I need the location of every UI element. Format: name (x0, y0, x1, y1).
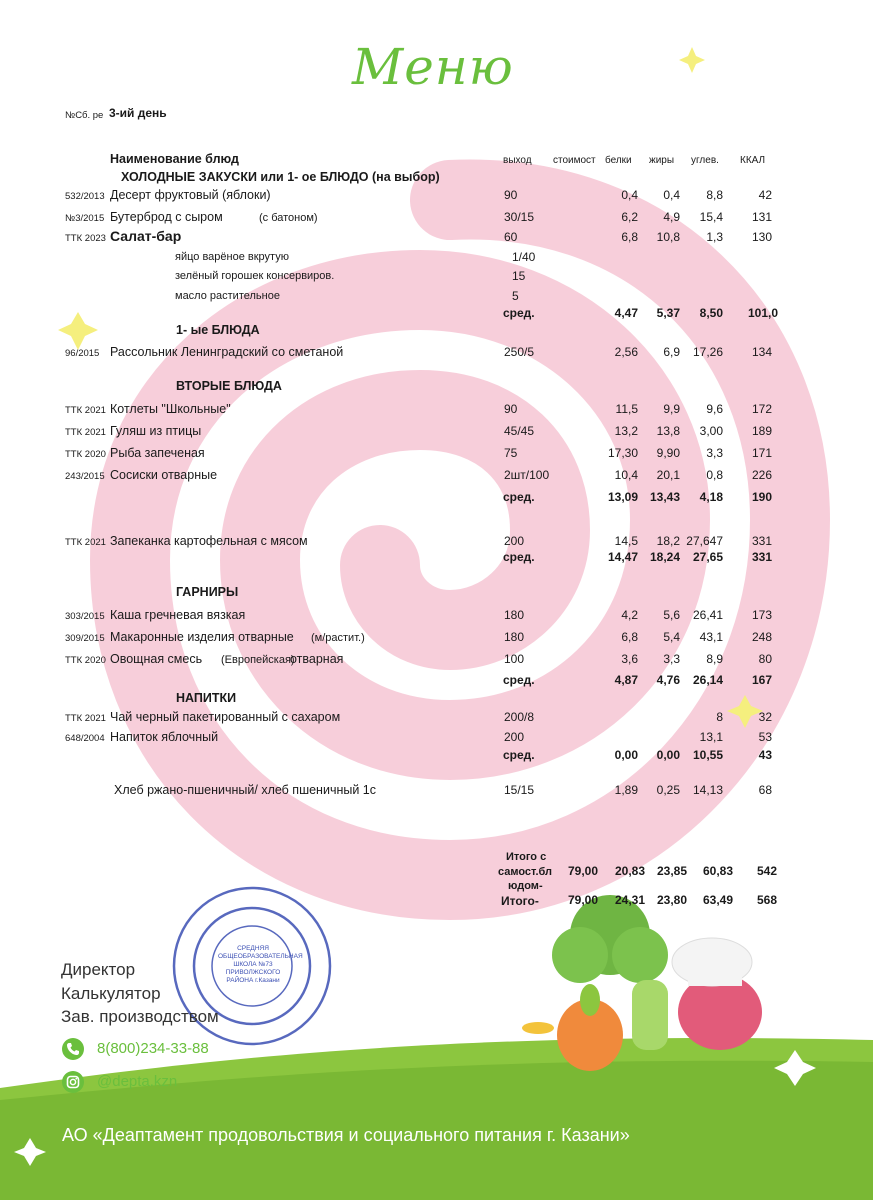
kcal-value: 32 (758, 710, 772, 724)
fat-value: 4,76 (656, 673, 680, 687)
header-carbs: углев. (691, 155, 719, 166)
kcal-value: 68 (758, 783, 772, 797)
kcal-value: 42 (758, 188, 772, 202)
kcal-value: 43 (758, 748, 772, 762)
protein-value: 4,2 (621, 608, 638, 622)
section-second: ВТОРЫЕ БЛЮДА (176, 379, 282, 393)
section-cold: ХОЛОДНЫЕ ЗАКУСКИ или 1- ое БЛЮДО (на выбор) (121, 170, 440, 184)
kcal-value: 53 (758, 730, 772, 744)
header-kcal: ККАЛ (740, 155, 766, 166)
total2-label: Итого- (501, 894, 539, 908)
fat-value: 4,9 (663, 210, 680, 224)
protein-value: 10,4 (614, 468, 638, 482)
kcal-value: 130 (751, 230, 772, 244)
carbs-value: 14,13 (692, 783, 723, 797)
fat-value: 9,9 (663, 402, 680, 416)
dish-code: 309/2015 (65, 633, 105, 644)
contact-phone[interactable]: 8(800)234-33-88 (97, 1040, 209, 1057)
protein-value: 6,2 (621, 210, 638, 224)
total1-protein: 20,83 (614, 864, 645, 878)
dish-output: 2шт/100 (504, 468, 550, 482)
dish-output: 5 (512, 289, 519, 303)
stamp-text: СРЕДНЯЯ ОБЩЕОБРАЗОВАТЕЛЬНАЯ ШКОЛА №73 ПРИВОЛЖСКОГО РАЙОНА г.Казани (218, 945, 303, 984)
fat-value: 5,6 (663, 608, 680, 622)
total1-fat: 23,85 (656, 864, 687, 878)
instagram-icon (62, 1071, 84, 1093)
total2-protein: 24,31 (614, 893, 645, 907)
ingredient-name: яйцо варёное вкрутую (175, 251, 289, 263)
carbs-value: 15,4 (699, 210, 723, 224)
carbs-value: 3,3 (706, 446, 723, 460)
dish-output: 15 (512, 269, 526, 283)
total1-carbs: 60,83 (702, 864, 733, 878)
dish-output: 15/15 (504, 783, 535, 797)
dish-name: Котлеты "Школьные" (110, 402, 231, 416)
total2-fat: 23,80 (656, 893, 687, 907)
dish-name: Напиток яблочный (110, 730, 219, 744)
protein-value: 13,2 (614, 424, 638, 438)
kcal-value: 171 (751, 446, 772, 460)
total2-kcal: 568 (756, 893, 777, 907)
carbs-value: 27,647 (686, 534, 723, 548)
dish-output: 45/45 (504, 424, 535, 438)
protein-value: 4,47 (614, 306, 638, 320)
phone-icon (62, 1038, 84, 1060)
dish-code: ТТК 2021 (65, 537, 106, 548)
carbs-value: 27,65 (692, 550, 723, 564)
dish-name: Рыба запеченая (110, 446, 205, 460)
dish-name: Хлеб ржано-пшеничный/ хлеб пшеничный 1с (114, 783, 376, 797)
dish-name: Овощная смесь (110, 652, 203, 666)
protein-value: 11,5 (615, 402, 638, 416)
dish-note: (м/растит.) (311, 632, 365, 644)
protein-value: 14,5 (614, 534, 638, 548)
protein-value: 13,09 (607, 490, 638, 504)
protein-value: 17,30 (607, 446, 638, 460)
dish-output: 200 (504, 534, 525, 548)
ingredient-name: масло растительное (175, 290, 280, 302)
dish-code: 243/2015 (65, 471, 105, 482)
dish-code: 648/2004 (65, 733, 105, 744)
kcal-value: 101,0 (747, 306, 778, 320)
dish-output: 200/8 (504, 710, 535, 724)
carbs-value: 26,41 (692, 608, 723, 622)
carbs-value: 17,26 (692, 345, 723, 359)
total1-cost: 79,00 (567, 864, 598, 878)
dish-code: 532/2013 (65, 191, 105, 202)
dish-name: Сосиски отварные (110, 468, 218, 482)
dish-output: 180 (504, 630, 525, 644)
fat-value: 5,37 (656, 306, 680, 320)
average-label: сред. (503, 490, 535, 504)
dish-note: (с батоном) (259, 212, 318, 224)
total1-label-b: самост.бл (498, 866, 553, 878)
total2-carbs: 63,49 (702, 893, 733, 907)
carbs-value: 1,3 (706, 230, 723, 244)
dish-note: (Европейская) (221, 654, 295, 666)
carbs-value: 4,18 (699, 490, 723, 504)
kcal-value: 331 (751, 534, 772, 548)
protein-value: 2,56 (614, 345, 638, 359)
total1-label-c: юдом- (508, 880, 543, 892)
total1-kcal: 542 (756, 864, 777, 878)
kcal-value: 80 (758, 652, 772, 666)
contact-instagram[interactable]: @depta.kzn (97, 1073, 178, 1090)
dish-name: Запеканка картофельная с мясом (110, 534, 308, 548)
average-label: сред. (503, 306, 535, 320)
kcal-value: 167 (751, 673, 772, 687)
carbs-value: 8,8 (706, 188, 723, 202)
kcal-value: 226 (751, 468, 772, 482)
total1-label-a: Итого с (506, 851, 547, 863)
protein-value: 0,00 (614, 748, 638, 762)
fat-value: 0,25 (656, 783, 680, 797)
dish-code: 96/2015 (65, 348, 100, 359)
carbs-value: 0,8 (706, 468, 723, 482)
section-first: 1- ые БЛЮДА (176, 323, 260, 337)
dish-code: ТТК 2021 (65, 405, 106, 416)
dish-name: Каша гречневая вязкая (110, 608, 246, 622)
signature-director: Директор (61, 960, 136, 979)
fat-value: 13,43 (649, 490, 680, 504)
protein-value: 14,47 (607, 550, 638, 564)
header-name: Наименование блюд (110, 152, 239, 166)
dish-code: ТТК 2020 (65, 449, 106, 460)
fat-value: 18,24 (649, 550, 680, 564)
footer-organization: АО «Деаптамент продовольствия и социального питания г. Казани» (62, 1125, 630, 1145)
fat-value: 6,9 (663, 345, 680, 359)
dish-output: 180 (504, 608, 525, 622)
header-cost: стоимост (553, 155, 596, 166)
dish-name: Макаронные изделия отварные (110, 630, 294, 644)
protein-value: 1,89 (614, 783, 638, 797)
fat-value: 0,4 (663, 188, 680, 202)
fat-value: 0,00 (656, 748, 680, 762)
dish-output: 90 (504, 188, 518, 202)
carbs-value: 9,6 (706, 402, 723, 416)
ingredient-name: зелёный горошек консервиров. (175, 270, 335, 282)
dish-output: 60 (504, 230, 518, 244)
dish-name: Десерт фруктовый (яблоки) (110, 188, 271, 202)
dish-name: Салат-бар (110, 228, 182, 244)
dish-code: 303/2015 (65, 611, 105, 622)
section-garnish: ГАРНИРЫ (176, 585, 239, 599)
section-drinks: НАПИТКИ (176, 691, 237, 705)
kcal-value: 331 (751, 550, 772, 564)
fat-value: 10,8 (656, 230, 680, 244)
carbs-value: 8 (716, 710, 723, 724)
kcal-value: 131 (751, 210, 772, 224)
dish-output: 30/15 (504, 210, 535, 224)
carbs-value: 3,00 (699, 424, 723, 438)
dish-output: 75 (504, 446, 518, 460)
dish-code: ТТК 2020 (65, 655, 106, 666)
dish-code: №3/2015 (65, 213, 105, 224)
average-label: сред. (503, 550, 535, 564)
dish-output: 90 (504, 402, 518, 416)
dish-output: 250/5 (504, 345, 535, 359)
day-label: 3-ий день (109, 106, 167, 120)
average-label: сред. (503, 748, 535, 762)
carbs-value: 43,1 (699, 630, 723, 644)
carbs-value: 10,55 (692, 748, 723, 762)
carbs-value: 13,1 (699, 730, 723, 744)
dish-name: Чай черный пакетированный с сахаром (110, 710, 341, 724)
day-prefix: №Сб. ре (65, 110, 104, 121)
carbs-value: 8,50 (699, 306, 723, 320)
header-output: выход (503, 155, 532, 166)
protein-value: 0,4 (621, 188, 638, 202)
carbs-value: 26,14 (692, 673, 723, 687)
kcal-value: 173 (751, 608, 772, 622)
dish-code: ТТК 2023 (65, 233, 106, 244)
dish-name: Гуляш из птицы (110, 424, 202, 438)
header-fat: жиры (649, 155, 675, 166)
dish-name: Рассольник Ленинградский со сметаной (110, 345, 344, 359)
protein-value: 6,8 (621, 630, 638, 644)
signature-production: Зав. производством (61, 1007, 219, 1026)
fat-value: 13,8 (656, 424, 680, 438)
kcal-value: 134 (751, 345, 772, 359)
dish-output: 200 (504, 730, 525, 744)
dish-name-suffix: отварная (290, 652, 344, 666)
protein-value: 4,87 (614, 673, 638, 687)
average-label: сред. (503, 673, 535, 687)
fat-value: 20,1 (656, 468, 680, 482)
kcal-value: 248 (751, 630, 772, 644)
fat-value: 18,2 (656, 534, 680, 548)
dish-output: 100 (504, 652, 525, 666)
dish-code: ТТК 2021 (65, 427, 106, 438)
total2-cost: 79,00 (567, 893, 598, 907)
dish-name: Бутерброд с сыром (110, 210, 223, 224)
page-title: Меню (352, 38, 514, 96)
kcal-value: 172 (751, 402, 772, 416)
kcal-value: 189 (751, 424, 772, 438)
dish-code: ТТК 2021 (65, 713, 106, 724)
fat-value: 5,4 (663, 630, 680, 644)
protein-value: 6,8 (621, 230, 638, 244)
fat-value: 9,90 (656, 446, 680, 460)
carbs-value: 8,9 (706, 652, 723, 666)
kcal-value: 190 (751, 490, 772, 504)
header-protein: белки (605, 155, 632, 166)
protein-value: 3,6 (621, 652, 638, 666)
signature-calculator: Калькулятор (61, 984, 161, 1003)
fat-value: 3,3 (663, 652, 680, 666)
dish-output: 1/40 (512, 250, 536, 264)
